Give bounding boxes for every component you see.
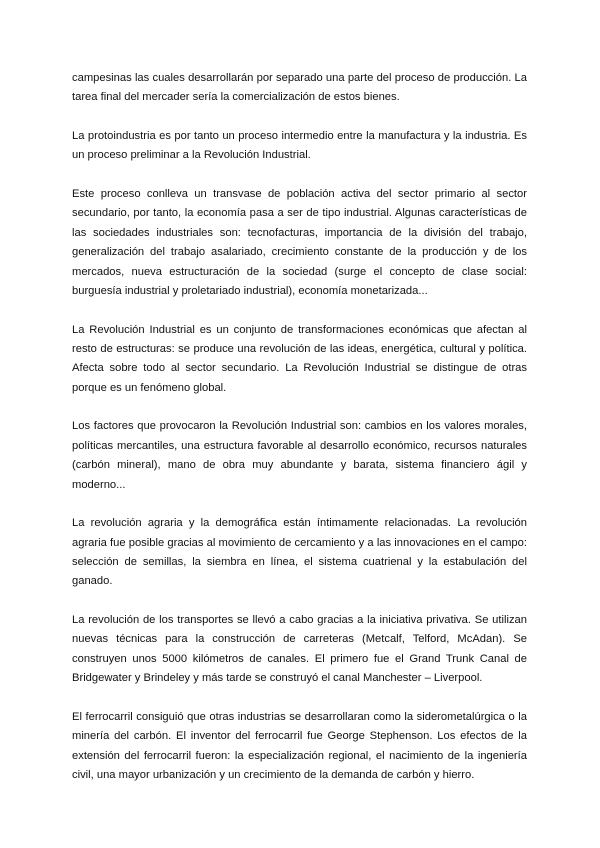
- paragraph-8: El ferrocarril consiguió que otras industrias se desarrollaran como la siderometalúrgica o la minería del carbón. El inventor del ferrocarril fue George Stephenson. Los efectos de la extensión del ferrocarril fueron: la especialización regional, el nacimiento de la ingeniería civil, una mayor urbanización y un crecimiento de la demanda de carbón y hierro.: [72, 710, 527, 782]
- paragraph-4: La Revolución Industrial es un conjunto de transformaciones económicas que afectan al resto de estructuras: se produce una revolución de las ideas, energética, cultural y política. Afecta sobre todo al sector secundario. La Revolución Industrial se distingue de otras porque es un fenómeno global.: [72, 323, 527, 394]
- paragraph-1: campesinas las cuales desarrollarán por separado una parte del proceso de producción. La tarea final del mercader sería la comercialización de estos bienes.: [72, 72, 527, 104]
- paragraph-5: Los factores que provocaron la Revolución Industrial son: cambios en los valores morales, políticas mercantiles, una estructura favorable al desarrollo económico, recursos naturales (carbón mineral), mano de obra muy abundante y barata, sistema financiero ágil y moderno...: [72, 420, 527, 491]
- paragraph-3: Este proceso conlleva un transvase de población activa del sector primario al sector secundario, por tanto, la economía pasa a ser de tipo industrial. Algunas características de las sociedades industriales son: tecnofacturas, importancia de la división del trabajo, generalización del trabajo asalariado, crecimiento constante de la producción y de los mercados, nueva estructuración de la sociedad (surge el concepto de clase social: burguesía industrial y proletariado industrial), economía monetarizada...: [72, 188, 527, 298]
- paragraph-2: La protoindustria es por tanto un proceso intermedio entre la manufactura y la industria. Es un proceso preliminar a la Revolución Industrial.: [72, 130, 527, 162]
- document-body: [72, 69, 527, 805]
- paragraph-6: La revolución agraria y la demográfica están íntimamente relacionadas. La revolución agraria fue posible gracias al movimiento de cercamiento y a las innovaciones en el campo: selección de semillas, la siembra en línea, el sistema cuatrienal y la estabulación del ganado.: [72, 517, 527, 588]
- paragraph-7: La revolución de los transportes se llevó a cabo gracias a la iniciativa privativa. Se utilizan nuevas técnicas para la construcción de carreteras (Metcalf, Telford, McAdan). Se construyen unos 5000 kilómetros de canales. El primero fue el Grand Trunk Canal de Bridgewater y Brindeley y más tarde se construyó el canal Manchester – Liverpool.: [72, 614, 527, 685]
